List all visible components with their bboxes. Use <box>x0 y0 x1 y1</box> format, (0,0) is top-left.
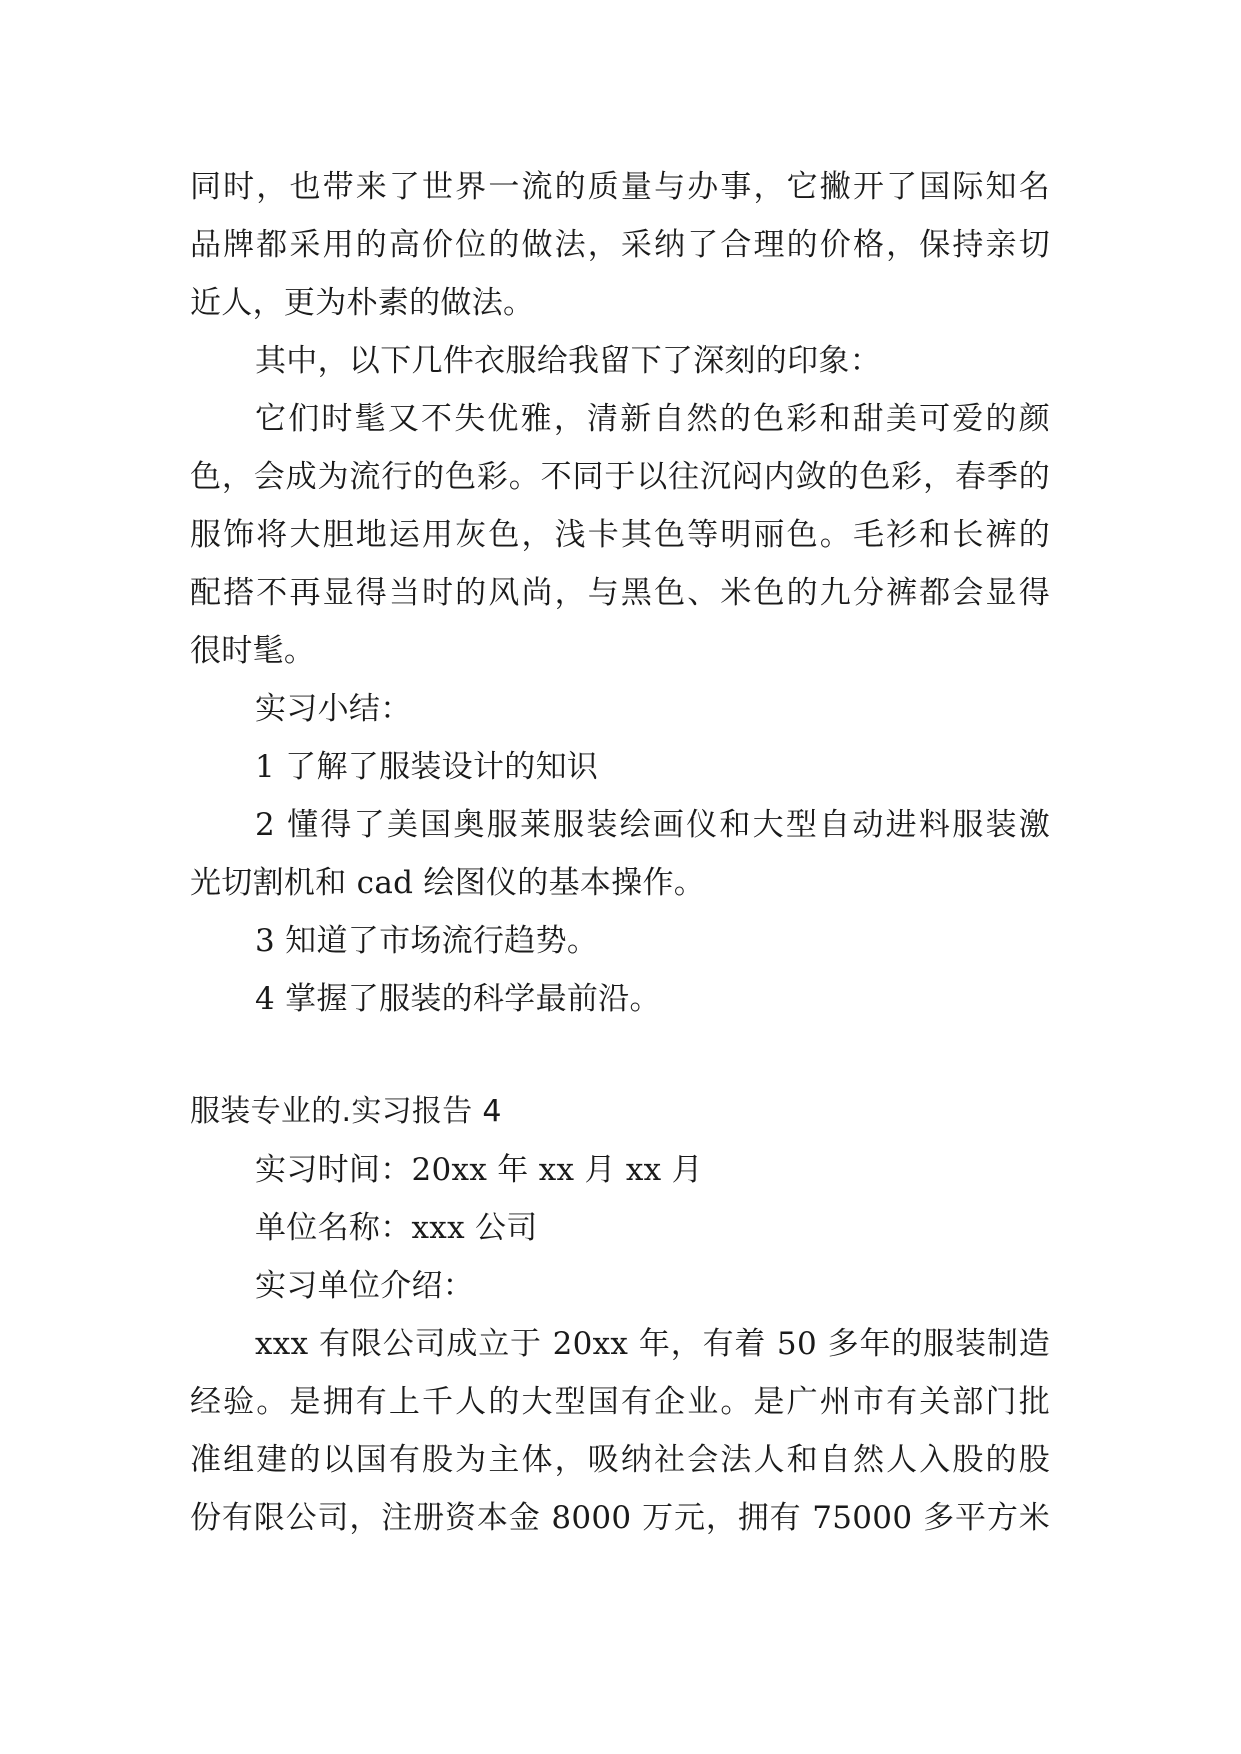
paragraph-line: 份有限公司，注册资本金 8000 万元，拥有 75000 多平方米 <box>190 1500 1050 1536</box>
paragraph-line: 它们时髦又不失优雅，清新自然的色彩和甜美可爱的颜 <box>255 401 1050 437</box>
section-heading: 服装专业的.实习报告 4 <box>190 1094 502 1129</box>
paragraph-line: 服饰将大胆地运用灰色，浅卡其色等明丽色。毛衫和长裤的 <box>190 517 1050 553</box>
paragraph-line: 很时髦。 <box>190 633 316 669</box>
info-line: 实习时间：20xx 年 xx 月 xx 月 <box>255 1152 703 1188</box>
paragraph-line: 配搭不再显得当时的风尚，与黑色、米色的九分裤都会显得 <box>190 575 1050 611</box>
list-item-continuation: 光切割机和 cad 绘图仪的基本操作。 <box>190 865 706 901</box>
info-line: 单位名称：xxx 公司 <box>255 1210 538 1246</box>
list-item: 1 了解了服装设计的知识 <box>255 749 599 785</box>
paragraph-line: 同时，也带来了世界一流的质量与办事，它撇开了国际知名 <box>190 169 1050 205</box>
paragraph-line: 品牌都采用的高价位的做法，采纳了合理的价格，保持亲切 <box>190 227 1050 263</box>
list-item: 2 懂得了美国奥服莱服装绘画仪和大型自动进料服装激 <box>255 807 1050 843</box>
list-item: 4 掌握了服装的科学最前沿。 <box>255 981 661 1017</box>
section-label: 实习单位介绍： <box>255 1268 475 1304</box>
paragraph-line: 其中，以下几件衣服给我留下了深刻的印象： <box>255 343 881 379</box>
paragraph-line: 近人，更为朴素的做法。 <box>190 285 535 321</box>
paragraph-line: xxx 有限公司成立于 20xx 年，有着 50 多年的服装制造 <box>255 1326 1050 1362</box>
section-label: 实习小结： <box>255 691 412 727</box>
paragraph-line: 经验。是拥有上千人的大型国有企业。是广州市有关部门批 <box>190 1384 1050 1420</box>
paragraph-line: 色，会成为流行的色彩。不同于以往沉闷内敛的色彩，春季的 <box>190 459 1050 495</box>
paragraph-line: 准组建的以国有股为主体，吸纳社会法人和自然人入股的股 <box>190 1442 1050 1478</box>
list-item: 3 知道了市场流行趋势。 <box>255 923 599 959</box>
